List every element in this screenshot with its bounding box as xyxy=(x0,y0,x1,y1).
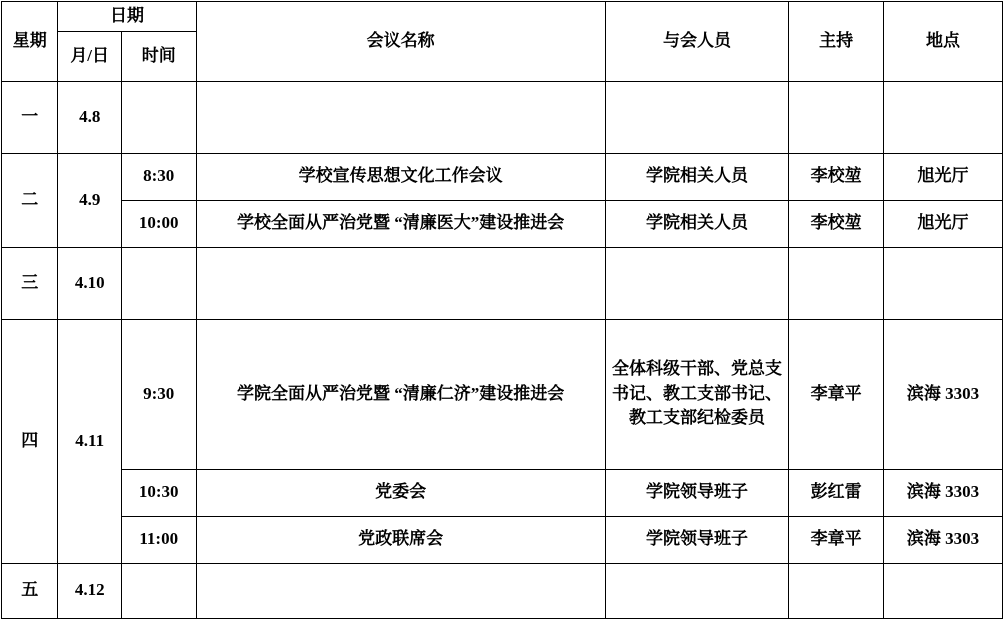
cell-host xyxy=(789,81,884,153)
table-row xyxy=(2,469,1003,516)
cell-participants xyxy=(605,247,788,319)
cell-meeting-name xyxy=(196,563,605,618)
cell-place xyxy=(884,81,1003,153)
cell-time: 10:30 xyxy=(121,469,196,516)
table-row xyxy=(2,247,1003,319)
cell-weekday: 三 xyxy=(2,247,58,319)
cell-host: 李章平 xyxy=(789,516,884,563)
header-time: 时间 xyxy=(121,31,196,81)
cell-meeting-name: 学校宣传思想文化工作会议 xyxy=(196,153,605,200)
cell-participants: 学院领导班子 xyxy=(605,469,788,516)
cell-place xyxy=(884,563,1003,618)
cell-place xyxy=(884,247,1003,319)
cell-host: 李章平 xyxy=(789,319,884,469)
header-row-top xyxy=(2,2,1003,32)
cell-place: 滨海 3303 xyxy=(884,469,1003,516)
cell-time: 11:00 xyxy=(121,516,196,563)
table-row xyxy=(2,200,1003,247)
cell-host: 李校堃 xyxy=(789,153,884,200)
cell-host: 彭红雷 xyxy=(789,469,884,516)
cell-meeting-name xyxy=(196,81,605,153)
cell-place: 旭光厅 xyxy=(884,200,1003,247)
cell-meeting-name: 学院全面从严治党暨 “清廉仁济”建设推进会 xyxy=(196,319,605,469)
cell-weekday: 四 xyxy=(2,319,58,563)
table-row xyxy=(2,516,1003,563)
cell-time xyxy=(121,247,196,319)
cell-date: 4.12 xyxy=(58,563,122,618)
cell-participants: 学院领导班子 xyxy=(605,516,788,563)
table-header xyxy=(2,2,1003,82)
header-date-group: 日期 xyxy=(58,2,196,32)
cell-meeting-name: 党政联席会 xyxy=(196,516,605,563)
cell-place: 旭光厅 xyxy=(884,153,1003,200)
cell-weekday: 五 xyxy=(2,563,58,618)
table-row xyxy=(2,319,1003,469)
cell-date: 4.9 xyxy=(58,153,122,247)
cell-host xyxy=(789,563,884,618)
cell-meeting-name: 学校全面从严治党暨 “清廉医大”建设推进会 xyxy=(196,200,605,247)
cell-host xyxy=(789,247,884,319)
cell-meeting-name xyxy=(196,247,605,319)
header-meeting-name: 会议名称 xyxy=(196,2,605,82)
cell-host: 李校堃 xyxy=(789,200,884,247)
cell-place: 滨海 3303 xyxy=(884,516,1003,563)
cell-participants xyxy=(605,563,788,618)
cell-place: 滨海 3303 xyxy=(884,319,1003,469)
cell-time: 9:30 xyxy=(121,319,196,469)
cell-participants: 学院相关人员 xyxy=(605,153,788,200)
cell-weekday: 一 xyxy=(2,81,58,153)
weekly-meeting-schedule-table xyxy=(1,1,1003,619)
cell-time: 10:00 xyxy=(121,200,196,247)
cell-time xyxy=(121,563,196,618)
cell-time: 8:30 xyxy=(121,153,196,200)
header-place: 地点 xyxy=(884,2,1003,82)
header-month-day: 月/日 xyxy=(58,31,122,81)
table-body xyxy=(2,81,1003,618)
cell-date: 4.8 xyxy=(58,81,122,153)
header-participants: 与会人员 xyxy=(605,2,788,82)
cell-date: 4.11 xyxy=(58,319,122,563)
cell-participants: 学院相关人员 xyxy=(605,200,788,247)
table-row xyxy=(2,81,1003,153)
cell-weekday: 二 xyxy=(2,153,58,247)
cell-time xyxy=(121,81,196,153)
table-row xyxy=(2,153,1003,200)
cell-participants: 全体科级干部、党总支书记、教工支部书记、教工支部纪检委员 xyxy=(605,319,788,469)
header-weekday: 星期 xyxy=(2,2,58,82)
header-host: 主持 xyxy=(789,2,884,82)
cell-date: 4.10 xyxy=(58,247,122,319)
cell-participants xyxy=(605,81,788,153)
cell-meeting-name: 党委会 xyxy=(196,469,605,516)
table-row xyxy=(2,563,1003,618)
